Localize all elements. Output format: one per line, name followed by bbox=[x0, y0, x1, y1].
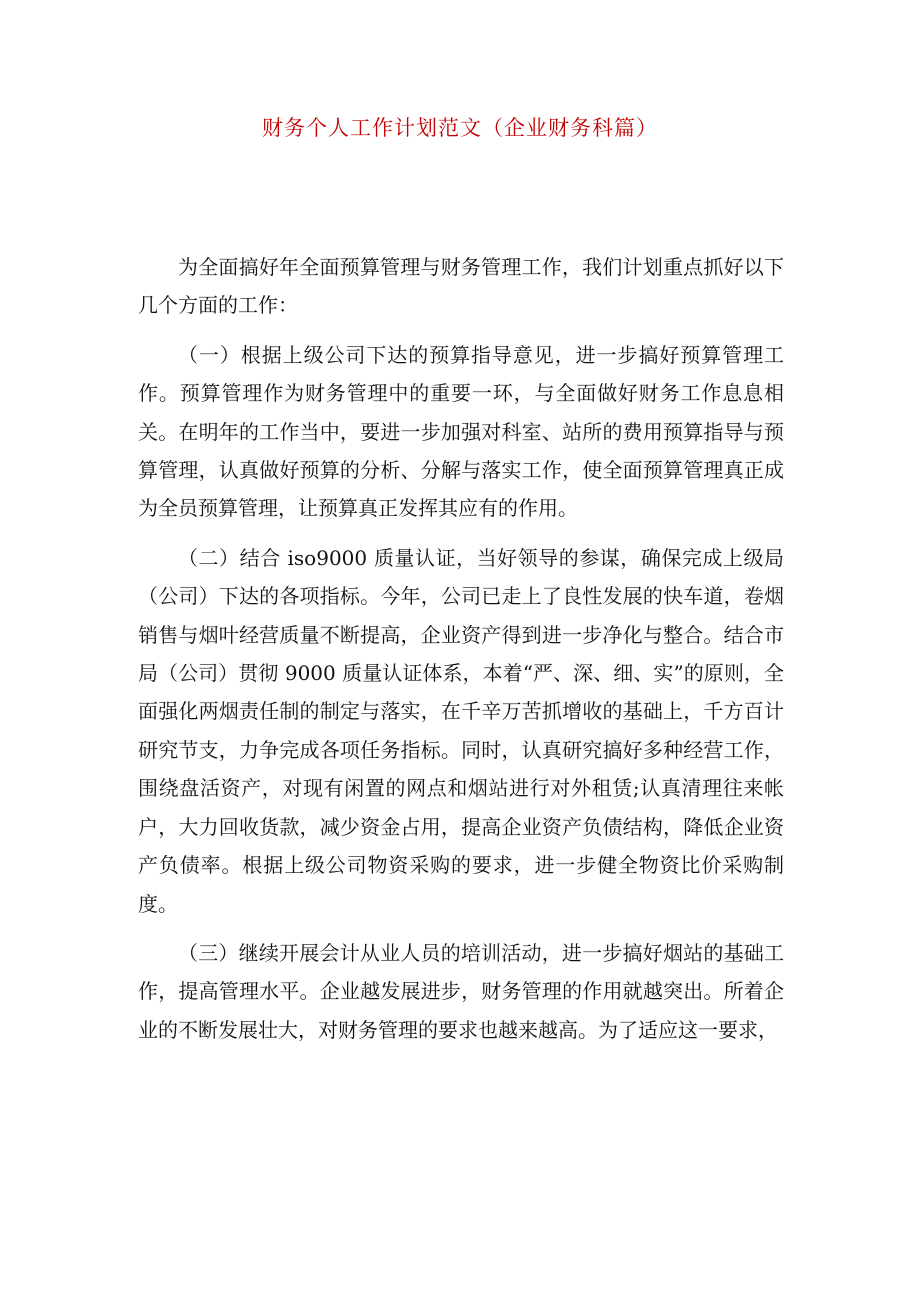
paragraph-section-3: （三）继续开展会计从业人员的培训活动，进一步搞好烟站的基础工作，提高管理水平。企业越发展进步，财务管理的作用就越突出。所着企业的不断发展壮大，对财务管理的要求也越来越高。为了适应这一要求， bbox=[138, 940, 784, 1042]
paragraph-intro: 为全面搞好年全面预算管理与财务管理工作，我们计划重点抓好以下几个方面的工作： bbox=[138, 255, 784, 318]
document-body bbox=[138, 248, 784, 1049]
paragraph-section-2: （二）结合 iso9000 质量认证，当好领导的参谋，确保完成上级局（公司）下达的各项指标。今年，公司已走上了良性发展的快车道，卷烟销售与烟叶经营质量不断提高，企业资产得到进一步净化与整合。结合市局（公司）贯彻 9000 质量认证体系，本着“严、深、细、实”的原则，全面强化两烟责任制的制定与落实，在千辛万苦抓增收的基础上，千方百计研究节支，力争完成各项任务指标。同时，认真研究搞好多种经营工作，围绕盘活资产，对现有闲置的网点和烟站进行对外租赁;认真清理往来帐户，大力回收货款，减少资金占用，提高企业资产负债结构，降低企业资产负债率。根据上级公司物资采购的要求，进一步健全物资比价采购制度。 bbox=[138, 545, 784, 916]
paragraph-section-1: （一）根据上级公司下达的预算指导意见，进一步搞好预算管理工作。预算管理作为财务管理中的重要一环，与全面做好财务工作息息相关。在明年的工作当中，要进一步加强对科室、站所的费用预算指导与预算管理，认真做好预算的分析、分解与落实工作，使全面预算管理真正成为全员预算管理，让预算真正发挥其应有的作用。 bbox=[138, 342, 784, 521]
document-title: 财务个人工作计划范文（企业财务科篇） bbox=[262, 116, 658, 140]
